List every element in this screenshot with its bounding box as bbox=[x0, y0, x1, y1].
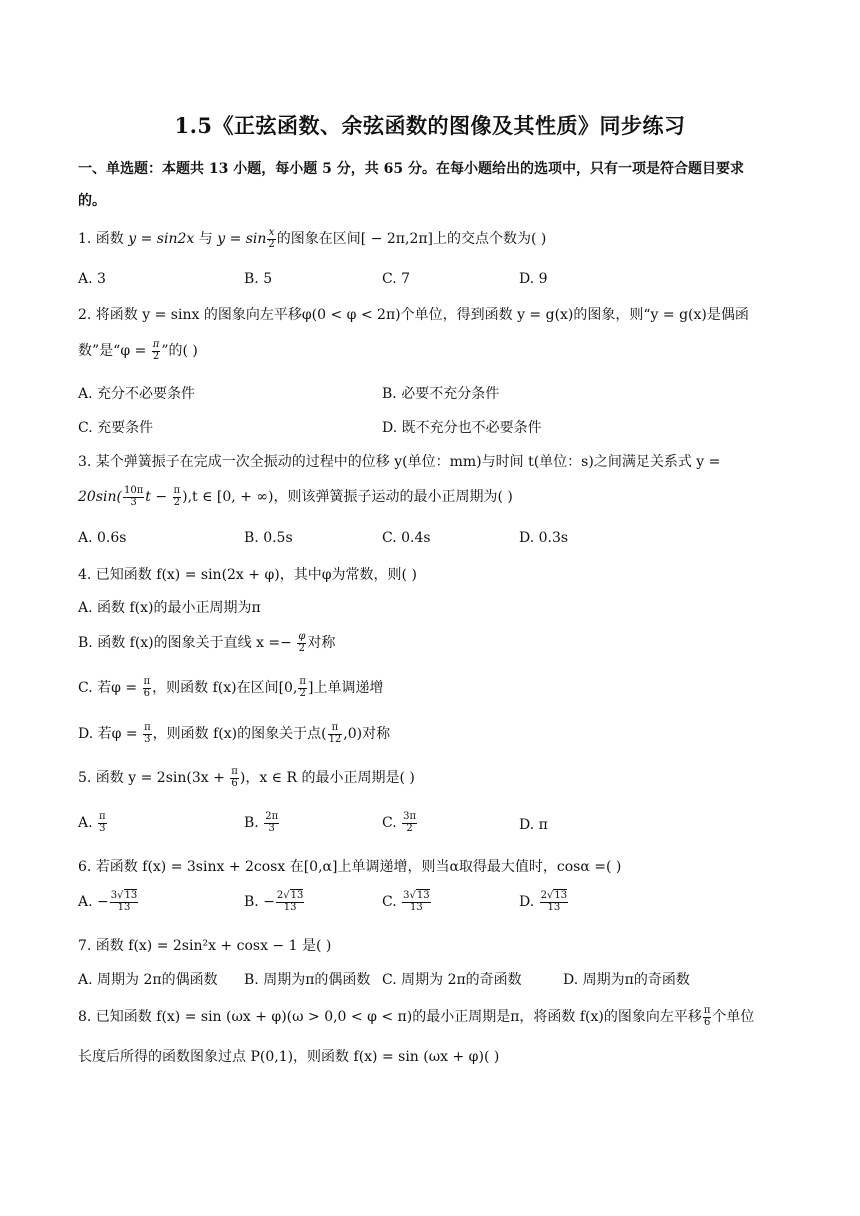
q2-option-a: A. 充分不必要条件 bbox=[78, 386, 196, 402]
q2-option-b: B. 必要不充分条件 bbox=[382, 386, 500, 402]
question-5: 5. 函数 y = 2sin(3x + $\frac{\pi}{6}$ )，x ∈ R 的最小正周期是( ) bbox=[78, 766, 415, 789]
q4-option-d: D. 若φ = $\frac{\pi}{3}$ ，则函数 f(x)的图象关于点( $\frac{\pi}{12}$ ,0)对称 bbox=[78, 722, 391, 745]
q7-option-d: D. 周期为π的奇函数 bbox=[563, 972, 690, 988]
q1-option-d: D. 9 bbox=[519, 271, 548, 287]
q7-option-a: A. 周期为 2π的偶函数 bbox=[78, 972, 218, 988]
q7-option-b: B. 周期为π的偶函数 bbox=[244, 972, 371, 988]
question-8: 8. 已知函数 f(x) = sin (ωx + φ)(ω > 0,0 < φ < π)的最小正周期是π，将函数 f(x)的图象向左平移 $\frac{\pi}{6}$ 个单位 bbox=[78, 1005, 755, 1028]
q6-option-a: A. − $\frac{3√13}{13}$ bbox=[78, 890, 138, 913]
question-8-cont: 长度后所得的函数图象过点 P(0,1)，则函数 f(x) = sin (ωx + φ)( ) bbox=[78, 1049, 500, 1065]
q1-option-a: A. 3 bbox=[78, 271, 106, 287]
question-1: 1. 函数 y = sin2x 与 y = sin $\frac{x}{2}$ 的图象在区间[ − 2π,2π]上的交点个数为( ) bbox=[78, 227, 547, 250]
section-heading-cont: 的。 bbox=[78, 193, 106, 209]
question-3: 3. 某个弹簧振子在完成一次全振动的过程中的位移 y(单位：mm)与时间 t(单位：s)之间满足关系式 y = bbox=[78, 454, 721, 470]
q6-option-d: D. $\frac{2√13}{13}$ bbox=[519, 890, 568, 913]
q2-option-c: C. 充要条件 bbox=[78, 420, 154, 436]
q1-option-c: C. 7 bbox=[382, 271, 411, 287]
q6-option-c: C. $\frac{3√13}{13}$ bbox=[382, 890, 430, 913]
q5-option-c: C. $\frac{3\pi}{2}$ bbox=[382, 811, 417, 834]
q3-option-b: B. 0.5s bbox=[244, 530, 293, 546]
q5-option-d: D. π bbox=[519, 817, 548, 833]
q4-option-a: A. 函数 f(x)的最小正周期为π bbox=[78, 600, 261, 616]
q3-option-d: D. 0.3s bbox=[519, 530, 569, 546]
q5-option-a: A. $\frac{\pi}{3}$ bbox=[78, 811, 106, 834]
question-2: 2. 将函数 y = sinx 的图象向左平移φ(0 < φ < 2π)个单位，得到函数 y = g(x)的图象，则“y = g(x)是偶函 bbox=[78, 307, 749, 323]
q3-option-a: A. 0.6s bbox=[78, 530, 127, 546]
section-heading: 一、单选题：本题共 13 小题，每小题 5 分，共 65 分。在每小题给出的选项中，只有一项是符合题目要求 bbox=[78, 161, 744, 177]
q5-option-b: B. $\frac{2\pi}{3}$ bbox=[244, 811, 279, 834]
q6-option-b: B. − $\frac{2√13}{13}$ bbox=[244, 890, 304, 913]
question-2-cont: 数”是“φ = $\frac{\pi}{2}$ ”的( ) bbox=[78, 339, 198, 362]
question-6: 6. 若函数 f(x) = 3sinx + 2cosx 在[0,α]上单调递增，则当α取得最大值时，cosα =( ) bbox=[78, 859, 622, 875]
page-title: 1.5《正弦函数、余弦函数的图像及其性质》同步练习 bbox=[174, 113, 686, 138]
q4-option-c: C. 若φ = $\frac{\pi}{6}$ ，则函数 f(x)在区间[0, $\frac{\pi}{2}$ ]上单调递增 bbox=[78, 676, 384, 699]
q2-option-d: D. 既不充分也不必要条件 bbox=[382, 420, 542, 436]
q1-option-b: B. 5 bbox=[244, 271, 273, 287]
question-4: 4. 已知函数 f(x) = sin(2x + φ)，其中φ为常数，则( ) bbox=[78, 567, 417, 583]
question-7: 7. 函数 f(x) = 2sin²x + cosx − 1 是( ) bbox=[78, 938, 332, 954]
q7-option-c: C. 周期为 2π的奇函数 bbox=[382, 972, 522, 988]
q3-option-c: C. 0.4s bbox=[382, 530, 431, 546]
question-3-cont: 20sin( $\frac{10\pi}{3}$ t − $\frac{\pi}{2}$ ),t ∈ [0, + ∞)，则该弹簧振子运动的最小正周期为( ) bbox=[78, 485, 513, 508]
q4-option-b: B. 函数 f(x)的图象关于直线 x =− $\frac{\varphi}{2}$ 对称 bbox=[78, 631, 336, 654]
